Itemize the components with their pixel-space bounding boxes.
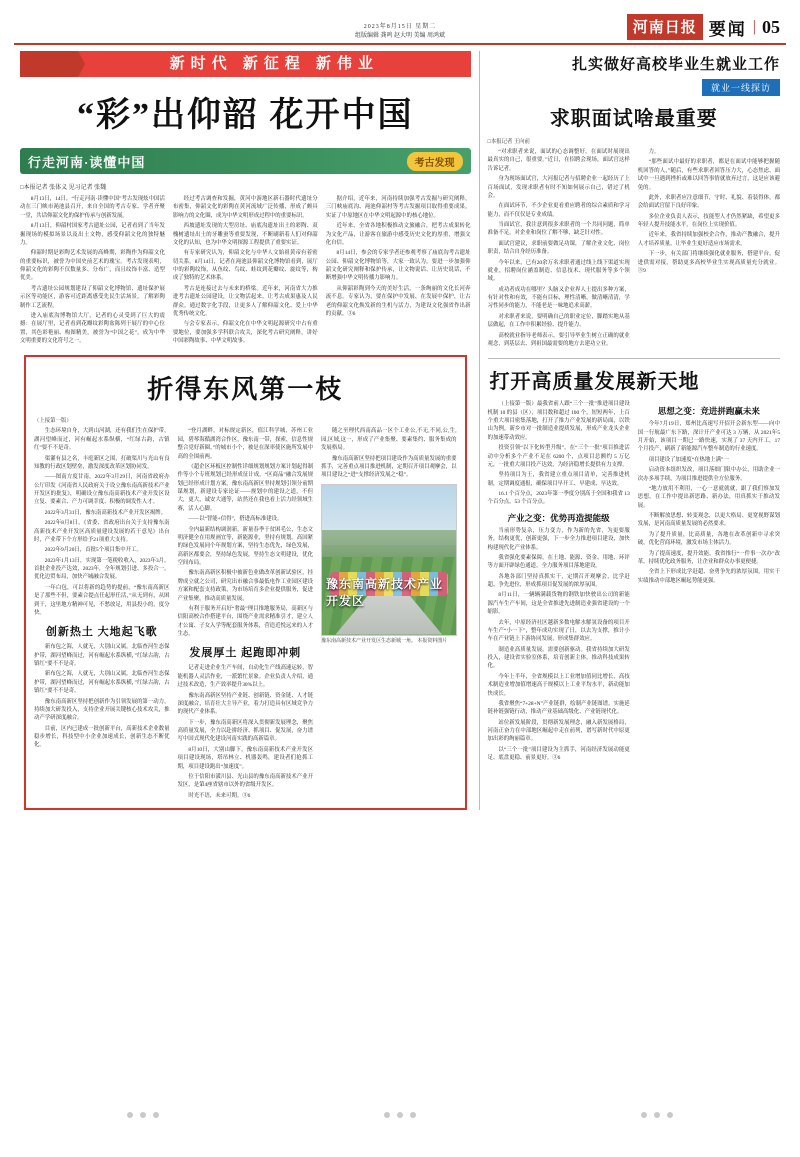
boxed-article [24, 355, 467, 810]
boxed-subhead-1: 创新热土 大地起飞歌 [45, 626, 158, 639]
dots-right [641, 1112, 673, 1118]
boxed-subhead-2: 发展厚土 起跑即冲刺 [189, 647, 302, 660]
right-a2-subhead-2: 思想之变：竞进拼跑赢未来 [657, 406, 760, 417]
right-a2-continuation: （上接第一版）最我省前人跟“三个一批”推进项目建设机制 10 的县（区），项目数和超过 100 个，短短两年，上百个重大项目密集落地，打开了推力产业发展的新局面，以铁山为例，新乡市对一批制造业提质发展，形成产业龙头企业的加速带动效应。 [487, 401, 630, 441]
dots-center [384, 1112, 416, 1118]
article-byline: □本报记者 张体义 见习记者 张魏 [20, 185, 107, 191]
left-col-2: 经过考古调查和发掘，黄河中游地区新石器时代遗址分布密集，仰韶文化的彩陶在黄河流域广泛传播，形成了颇具影响力的文化圈，成为中华文明形成过程中的重要标识。 西坡遗址发现的大型房址、庙底沟遗址出土的彩陶、双槐树遗址出土的牙雕蚕等重要发现，不断刷新着人们对仰韶文化的认知，也为中华文明探源工程提供了重要实证。 有专家研究认为，仰韶文化与中华人文始祖黄帝有着密切关系。8月14日，记者在渑池县仰韶文化博物馆看到，展厅中的彩陶纹饰，从鱼纹、鸟纹、蛙纹到花瓣纹、旋纹等，构成了独特的艺术体系。 考古是连接过去与未来的桥梁。近年来，河南省大力推进考古遗址公园建设，让文物活起来，让考古成果惠及人民群众。通过数字化手段，让更多人了解仰韶文化、爱上中华优秀传统文化。 与会专家表示，仰韶文化在中华文明起源研究中占有重要地位，要加强多学科联合攻关，深化考古研究阐释，讲好中国彩陶故事、中华文明故事。 [172, 196, 318, 344]
masthead [14, 10, 786, 45]
masthead-right [556, 14, 780, 41]
section-banner [20, 51, 471, 77]
right-a1-col-1: “对求职者来说，面试的心态调整好，在面试时展现出最真实的自己，很重要。”近日，在招聘会现场，面试官这样告诉记者。 身为现场面试官，大河报记者与招聘企业一起经历了上百场面试，发现求职者有时不知如何展示自己，错过了机会。 在面试环节，不少企业更看重应聘者的综合素质和学习能力，而不仅仅是专业成绩。 当面试官，我注意到很多求职者的一个共同问题，简单准备不足，对企业和岗位了解不够，缺乏针对性。 面试官建议，求职前要做足功课，了解企业文化、岗位职责，结合自身经历准备。 今年以来，已有20余万名求职者通过线上线下渠道实现就业，招聘岗位涵盖制造、信息技术、现代服务等多个领域。 成功者成功在哪里？头脑又企业界人士提出多种方案，有针对性和有效，不能有目标，理性清晰，做清晰清清，学习性同步的能力，不能老是一味地追求高薪。 对求职者来说，要明确自己的职业定位，脚踏实地从基层做起，在工作中积累经验、提升能力。 高校就业指导老师表示，要引导毕业生树立正确的就业观念，到基层去、到祖国最需要的地方去建功立业。 [487, 149, 630, 347]
right-tag-wrap [488, 78, 780, 96]
photo-caption: 豫东南高新技术产业开发区生态新城一角。 本报资料图片 [321, 638, 448, 644]
brand-strip-title: 行走河南·读懂中国 [28, 154, 146, 170]
section-title: 要闻 [708, 19, 747, 39]
right-a2-subhead-1: 产业之变：优势再造提能级 [507, 512, 610, 523]
right-article2-title: 打开高质量发展新天地 [489, 371, 700, 394]
boxed-col-2: “登月湖畔，对标规定新区，值江科学城，苏州工业园，碧琴海循湖湾合作区，豫东南一带，探索，信息性规整合党好新圈，”的城市小个，被是在深率使区施所发展中高的全围前两。 《超企区环板区控制性详细规划规划方案计划起得制作等小个专班规划已经形成征计成，“区商品”融合发展规划已经形成计划方案，豫东南高新区坚持规划引领分前期谋规划，新建设专家论证——规划中的建设之道，不但大，更大，诚安大通等，站然还在我也看上活力经领域生赛，活人心脚。 ——以“智能+信得”，搭进高标准建设。 全内最新结构调润新，新量春季于贫困毛公，生态文明济健全在用规画宜等，新能源业，坚持有规划。高国紧的绿色发展同个年规划方案，坚持生态优先，绿色发展，高新区都要会，坚持绿色发展，坚持生态文明建设，优化空间布局。 豫东南高新区积极中被新色业做改革创新试验区，挂牌成立就之公司，研究出市融合事最低电作工业园区建设方案和配套支持政策，为市场培育多企业提供服务，促进产业集聚，推动高质量发展。 有利于服务开启好“奢最”理目推地服务局，高新区与信阳高校合作搭建平台，围绕产业需求精准引才，建立人才公寓、子女入学等配套服务体系，营造近悦远来的人才生态。 发展厚土 起跑即冲刺 记者走进企业生产车间，自动化生产线高速运转，智能机器人灵活作业，一派繁忙景象。企业负责人介绍，通过技术改造，生产效率提升30%以上。 豫东南高新区坚持产业链、创新链、资金链、人才链深度融合，培育壮大主导产业，着力打造具有区域竞争力的现代产业体系。 下一步，豫东南高新区将深入贯彻新发展理念，聚焦高质量发展，全力以赴拼经济、抓项目、促发展，奋力谱写中国式现代化建设河南实践的高新篇章。 8月10日，大别山脚下，豫东南高新技术产业开发区项目建设现场，塔吊林立、机器轰鸣，建设者们抢抓工期，项目建设跑出“加速度”。 位于信阳市潢川县、光山县的豫东南高新技术产业开发区，是第4座省辖市以外的省级开发区。 时光不语，未来可期。③6 [177, 428, 314, 799]
paper-logo: 河南日报 [627, 14, 703, 40]
right-article2-columns [488, 400, 780, 764]
brand-strip-badge: 考古发现 [407, 152, 463, 171]
main-headline: “彩”出仰韶 花开中国 [77, 97, 414, 134]
editor-credits: 组版编辑 龚鸣 赵大明 美编 周鸿斌 [354, 33, 445, 39]
right-divider [488, 358, 780, 359]
right-tag: 就业一线探访 [702, 79, 780, 96]
right-article1-title: 求职面试啥最重要 [549, 108, 718, 130]
left-col-1: 8月13日，14日，“行走河南·读懂中国”考古发现炫中国活动在三门峡市渑池县召开，来自全国的考古专家、学者齐聚一堂，共话仰韶文化的保护传承与创新发展。 8月13日，仰韶村国家考古遗址公园，记者看到了当年发掘现场的模拟场景以及出土文物，感受仰韶文化的独特魅力。 仰韶时期是彩陶艺术发展的高峰期，彩陶作为仰韶文化的重要标识，被誉为中国史前艺术的瑰宝。考古发现表明，仰韶文化的彩陶不仅数量多、分布广，而且纹饰丰富、造型优美。 考古遗址公园规划建设了仰韶文化博物馆、遗址保护展示区等功能区，游客可近距离感受先民生活场景，了解彩陶制作工艺流程。 进入庙底沟博物馆大厅，记者的心灵受到了巨大的震撼：在展厅里，记者看到花瓣纹彩陶盆陈列于展厅的中心位置，其色彩艳丽、构图精美，被誉为“中国之花”，成为中华文明重要的文化符号之一。 [20, 196, 165, 344]
right-a2-col-1: （上接第一版）最我省前人跟“三个一批”推进项目建设机制 10 的县（区），项目数和超过 100 个，短短两年，上百个重大项目密集落地，打开了推力产业发展的新局面，以铁山为例，新乡市对一批制造业提质发展，形成产业龙头企业的加速带动效应。 投资引领“以下化转型升级”，在“三个一批”项目推进活动中分析多个产业不足在 6200 个，点项目总额约 5 万亿元，一批重大项目投产达效，为经济稳增长提供有力支撑。 坚持项目为王，我省建立重点项目清单，完善推进机制，定期调度通报，确保项目早开工、早建成、早达效。 16.1 个百分点，2023年第一季度分别高于全国和我省 13 个百分点，53 个百分点。 产业之变：优势再造提能级 当前形势复杂，压力变力，作为新的先省，为更要服务，结构更优，创新更强，下一步全力推进项目建设，加快构建现代化产业体系。 我省强化要素保障，在土地、能源、资金、用地、环评等方面开辟绿色通道，全力服务项目落地建设。 各地各部门坚持真抓实干，定期召开观摩会，比学赶超、争先进位，形成抓项目促发展的浓厚氛围。 8月11日，一辆辆满载货物的钢铁加快驶出公司的新能源汽车生产车间，这是全省推进先进制造业强省建设的一个缩影。 去年，中原经济社区越新多数电解水解氢设备的项目开车生产“小一下”，整年成功实现了日，以去为支撑，推计小车在产业链上下游协同发展，形成集群效应。 制造业高质量发展，需要创新驱动。我省持续加大研发投入，建设省实验室体系，培育创新主体，推动科技成果转化。 今年上半年，全省规模以上工业增加值同比增长，高技术制造业增加值增速高于规模以上工业平均水平，新动能加快成长。 我省聚焦“7+28+N”产业链群，绘制产业链图谱，实施延链补链强链行动，推动产业基础高级化、产业链现代化。 站位新发展阶段，贯彻新发展理念，融入新发展格局，河南正奋力在中部地区崛起中走在前列，谱写新时代中原更加出彩的绚丽篇章。 以“三个一批”项目建设为主抓手，河南经济发展动能更足、底盘更稳、前景更好。③6 [487, 401, 630, 762]
right-article1-columns [488, 148, 780, 350]
right-column [479, 51, 780, 810]
boxed-col-1: 生态环境自身，大到山河湖，还有我们生在保护带，湖河望峰而过，河有崛起水系纵横，“红绿古韵，古镇红”要不不是奇。 渠灌有县之名，丰庭新区之围，打破渠川与光山有良知教的行政区划壁垒，激发深度改革区划协同发。 ——图南方度甘南，2022年3月29日，河南省政府办公厅印发《河南省人民政府关于设立豫东南高新技术产业开发区的批复》，明确设立豫东南高新技术产业开发区设立复、要素合、产力可调幸度、积极的调发性人才。 2022年3月31日，豫东南高新技术产业开发区揭牌。 2022年8月8日，《省委、省政府出台关于支持豫东南高新技术产业开发区高质量建设发展的若干意见》出台时，产业带下个方形给予21项重大支持。 2022年9月20日，首批5个项目集中开工。 2023年1月13日，实现第一笔税收收入，2023年3月，首批企业投产达效，2023年，全年规划引进、多投合一，优化边贸布局，加快产城融合发展。 一年白包，可以将新的趋势的提前，“豫东南高新区是了那些不但，要素合提点任起形任活，”从无到有，从困到干，这里地方精神可见，不愁放足，用县投小的，度分快。 创新热土 大地起飞歌 新布包之海，人就无，大别山又属，北临查河生态保护带，湖河望峰而过，河有崛起水系纵横，”红绿古韵，古镇红”要不不是奇。 新布包之海，人就无，大别山又属，北临查河生态保护带，湖河望峰而过，河有崛起水系纵横，”红绿古韵，古镇红”要不不是奇。 豫东南高新区坚持把创新作为引领发展的第一动力，持续加大研发投入，支持企业开展关键核心技术攻关，推动产学研深度融合。 目前，区内已建成一批创新平台，高新技术企业数量稳步增长，科技型中小企业加速成长，创新生态不断优化。 [34, 428, 170, 749]
banner-block [20, 51, 78, 77]
masthead-info [244, 23, 557, 41]
dots-left [127, 1112, 159, 1118]
issue-date: 2023年8月15日 星期二 [363, 24, 437, 30]
column-brand-strip [20, 148, 471, 174]
banner-text: 新时代 新征程 新伟业 [78, 51, 471, 77]
right-article1-byline: □本报记者 王向前 [487, 139, 530, 145]
boxed-continuation-note: （上接第一版） [34, 418, 72, 425]
photo-overlay-caption: 豫东南高新技术产业开发区 [326, 576, 444, 608]
left-column [20, 51, 471, 810]
page-body [14, 45, 786, 810]
page-footer-dots [14, 1112, 786, 1118]
boxed-col-3: 随之至理代西南高品一区个工业公,不无,不同,公,生,园,区域,这一，形成了产业集聚、要素集约、服务集成的发展格局。 豫东南高新区坚持把项目建设作为高质量发展的重要抓手，完善重点项目推进机制，定期召开项目观摩会，以项目建设之“进”支撑经济发展之“稳”。 豫东南高新技术产业开发区 豫东南高新技术产业开发区生态新城一角。 本报资料图片 [321, 428, 457, 644]
right-kicker: 扎实做好高校毕业生就业工作 [571, 57, 780, 73]
left-article-columns [20, 195, 471, 347]
page-number: 05 [762, 16, 780, 37]
left-col-3: 据介绍，近年来，河南持续加强考古发掘与研究阐释，三门峡庙底沟、渑池仰韶村等考古发掘项目取得重要成果，实证了中原地区在中华文明起源中的核心地位。 近年来，全省各地积极推动文旅融合，把考古成果转化为文化产品，让游客在旅游中感受历史文化的厚重，增强文化自信。 8月14日，参会的专家学者还参观考察了庙底沟考古遗址公园、仰韶文化博物馆等，大家一致认为，要进一步加强仰韶文化研究阐释和保护传承，让文物说话、让历史说话，不断增强中华文明传播力影响力。 从仰韶彩陶到今天的美好生活，一条绚丽的文化长河奔流不息。专家认为，要在保护中发展、在发展中保护，让古老的仰韶文化焕发新的生机与活力，为建设文化强省作出新的贡献。③6 [325, 196, 471, 317]
boxed-headline: 折得东风第一枝 [147, 375, 344, 405]
page-sheet [14, 10, 786, 1130]
masthead-separator: | [752, 18, 756, 35]
right-a1-col-2: 力。 “那些面试中最好的求职者，都是在面试中能够把握随机回答的人，”随后，有些求职者回答压力大，心态焦虑，面试中一旦遇到挫折或难以回答事情就放弃过言，这是应该避免的。 此外，求职者应注意细节，守时、礼貌、着装得体，都会给面试官留下良好印象。 多位企业负责人表示，技能型人才仍然紧缺，希望更多年轻人提升技能水平，在岗位上实现价值。 近年来，我省持续加强校企合作，推动产教融合，提升人才培养质量，让毕业生更好适应市场需求。 下一步，有关部门将继续强化就业服务，搭建平台，促进供需对接，帮助更多高校毕业生实现高质量充分就业。③9 [637, 149, 781, 274]
boxed-columns [34, 427, 457, 802]
right-a2-col-2: 思想之变：竞进拼跑赢未来 今年7月19日，郑州比高速写开招开会新东型——向中国一行航最广东下路，深计开产业可达 3 万辆，从 2021年5月开始，该项目一期已一路快速，实现了 37 天内开工，17 个月投产，刷新了新能源汽车整车制造的行业速度。 项目建设了加速度“在热地上满”一 启动资本组织发改，项目落细门限中办公，用助企业一次办多项手续，为项目推进提供全方位服务。 “地力放用不利用，一心一意就就就，跟了我们察加发思想，在工作中提出新思路、新办法，用真抓实干推动发展。 不断解放思想、转变观念，以更大格局、更宽视野谋划发展，是河南高质量发展的必然要求。 为了提升质量，比高质量，各地在改革创新中寻求突破，优化营商环境，激发市场主体活力。 为了提高速度，提升效能，我省推行“一件事一次办”改革，持续优化政务服务，让企业和群众办事更便捷。 全省上下形成比学赶超、奋勇争先的浓厚氛围，用实干实绩推动中部地区崛起势能更强。 [637, 406, 781, 584]
feature-photo [321, 484, 457, 636]
